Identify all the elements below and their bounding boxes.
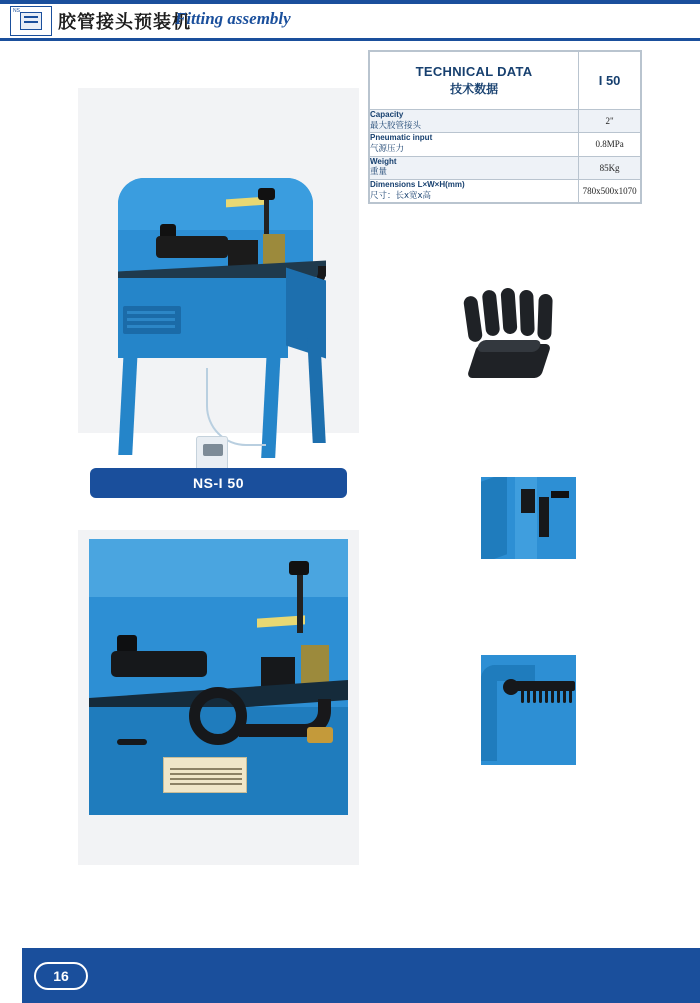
spec-value-pneumatic-input: 0.8MPa: [579, 133, 641, 156]
guide-bolt: [551, 491, 569, 498]
spec-label-en: Weight: [370, 156, 397, 166]
machine-detail-illustration: [89, 539, 348, 815]
company-logo: [10, 6, 52, 36]
model-badge: [90, 468, 347, 498]
table-row: [370, 133, 641, 156]
shaft-head: [503, 679, 519, 695]
spec-label-en: Capacity: [370, 110, 404, 119]
spec-label-cn: 尺寸：长x宽x高: [370, 190, 432, 201]
page-number: 16: [53, 968, 69, 984]
spec-value-dimensions: 780x500x1070: [579, 179, 641, 202]
die-segment: [537, 294, 553, 340]
guide-rail: [481, 477, 507, 559]
machine-detail-photo: [78, 530, 359, 865]
detail-hood: [89, 539, 348, 597]
guide-block-secondary: [539, 497, 549, 537]
spec-value-capacity: 2": [579, 110, 641, 133]
detail-warning-label: [163, 757, 247, 793]
die-segment: [463, 295, 483, 343]
machine-air-tube: [206, 368, 266, 446]
spec-label-en: Pneumatic input: [370, 133, 433, 143]
machine-leg-left: [118, 350, 138, 455]
table-header-model: I 50: [579, 52, 641, 110]
detail-slot: [117, 739, 147, 745]
detail-hood-band: [89, 597, 348, 609]
technical-data-table: [368, 50, 642, 204]
machine-main-photo: [78, 88, 359, 433]
table-header-row: [370, 52, 641, 110]
page-title-cn: 胶管接头预装机: [58, 12, 191, 33]
machine-lever: [264, 194, 269, 236]
machine-lever-knob: [258, 188, 275, 200]
header-top-rule: [0, 0, 700, 4]
spec-label-capacity: [370, 110, 579, 133]
detail-fitting: [307, 727, 333, 743]
detail-lever: [297, 569, 303, 633]
table-header-title-cn: 技术数据: [450, 82, 499, 96]
spec-label-pneumatic-input: [370, 133, 579, 156]
logo-mark-icon: [20, 12, 42, 30]
spring: [521, 689, 573, 703]
detail-photo-spring-shaft: [481, 655, 576, 765]
spec-label-cn: 重量: [370, 167, 388, 178]
die-segment: [500, 288, 517, 335]
spec-label-cn: 最大胶管接头: [370, 120, 422, 131]
spec-label-dimensions: [370, 179, 579, 202]
detail-photo-guide-rail: [481, 477, 576, 559]
model-badge-label: NS-I 50: [193, 475, 244, 491]
die-segment: [519, 290, 535, 336]
machine-hood: [118, 178, 313, 230]
header-bottom-rule: [0, 38, 700, 41]
table-row: [370, 156, 641, 179]
spec-value-weight: 85Kg: [579, 156, 641, 179]
spec-label-weight: [370, 156, 579, 179]
table-header-title-en: TECHNICAL DATA: [415, 64, 533, 79]
table-header-title-cell: [370, 52, 579, 110]
guide-block: [521, 489, 535, 513]
detail-cylinder: [111, 651, 207, 677]
detail-lever-knob: [289, 561, 309, 575]
page-title-en: Fitting assembly: [175, 9, 291, 28]
page-footer: [0, 948, 700, 1003]
machine-illustration: [78, 88, 359, 433]
spec-label-en: Dimensions L×W×H(mm): [370, 179, 465, 189]
die-holder-top: [476, 340, 542, 352]
page-number-badge: [34, 962, 88, 990]
table-row: [370, 110, 641, 133]
logo-text: NS: [13, 8, 20, 14]
die-segment: [482, 289, 501, 336]
machine-tool-rack: [123, 306, 181, 334]
table-row: [370, 179, 641, 202]
spec-label-cn: 气源压力: [370, 144, 405, 155]
machine-cylinder: [156, 236, 228, 258]
dies-photo: [452, 286, 598, 404]
footer-left-notch: [0, 948, 22, 1003]
page-header: [0, 0, 700, 42]
